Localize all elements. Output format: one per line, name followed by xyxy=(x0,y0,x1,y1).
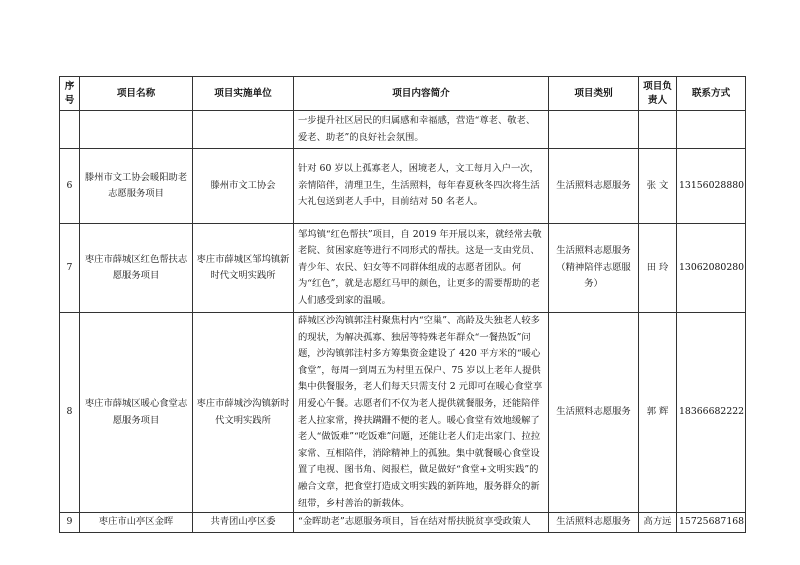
cell-no: 7 xyxy=(60,224,80,313)
table-header-row xyxy=(60,77,746,111)
table-row xyxy=(60,513,746,533)
cell-unit: 共青团山亭区委 xyxy=(193,513,294,533)
cell-leader xyxy=(639,111,677,149)
table-row xyxy=(60,313,746,513)
cell-name: 枣庄市山亭区金晖 xyxy=(80,513,193,533)
cell-category: 生活照料志愿服务 xyxy=(549,149,639,224)
cell-no: 6 xyxy=(60,149,80,224)
table-row xyxy=(60,149,746,224)
cell-no xyxy=(60,111,80,149)
cell-contact xyxy=(677,111,746,149)
header-unit: 项目实施单位 xyxy=(193,77,294,111)
cell-unit: 枣庄市薛城区邹坞镇新时代文明实践所 xyxy=(193,224,294,313)
cell-content: 邹坞镇“红色帮扶”项目，自 2019 年开展以来，就经常去敬老院、贫困家庭等进行不同形式的帮扶。这是一支由党员、青少年、农民、妇女等不同群体组成的志愿者团队。何为“红色”，就是志愿红马甲的颜色，让更多的需要帮助的老人们感受到家的温暖。 xyxy=(294,224,549,313)
cell-contact: 13062080280 xyxy=(677,224,746,313)
header-category: 项目类别 xyxy=(549,77,639,111)
header-leader: 项目负责人 xyxy=(639,77,677,111)
cell-no: 9 xyxy=(60,513,80,533)
cell-leader: 郭 辉 xyxy=(639,313,677,513)
cell-name: 滕州市文工协会暖阳助老志愿服务项目 xyxy=(80,149,193,224)
cell-unit: 滕州市文工协会 xyxy=(193,149,294,224)
cell-category xyxy=(549,111,639,149)
cell-category: 生活照料志愿服务 xyxy=(549,513,639,533)
cell-name: 枣庄市薛城区暖心食堂志愿服务项目 xyxy=(80,313,193,513)
cell-contact: 13156028880 xyxy=(677,149,746,224)
header-content: 项目内容简介 xyxy=(294,77,549,111)
cell-name: 枣庄市薛城区红色帮扶志愿服务项目 xyxy=(80,224,193,313)
cell-leader: 田 玲 xyxy=(639,224,677,313)
cell-content: 薛城区沙沟镇郭洼村聚焦村内“空巢”、高龄及失独老人较多的现状，为解决孤寡、独居等特殊老年群众“一餐热饭”问题，沙沟镇郭洼村多方筹集资金建设了 420 平方米的“暖心食堂”，每周一到周五为村里五保户、75 岁以上老年人提供集中供餐服务，老人们每天只需支付 2 元即可在暖心食堂享用爱心午餐。志愿者们不仅为老人提供就餐服务，还能陪伴老人拉家常，搀扶蹒跚不便的老人。暖心食堂有效地缓解了老人“做饭难”“吃饭难”问题，还能让老人们走出家门、拉拉家常、互相陪伴，消除精神上的孤独。集中就餐暖心食堂设置了电视、图书角、阅报栏，做足做好“食堂+文明实践”的融合文章，把食堂打造成文明实践的新阵地，服务群众的新纽带，乡村善治的新载体。 xyxy=(294,313,549,513)
header-no: 序号 xyxy=(60,77,80,111)
header-contact: 联系方式 xyxy=(677,77,746,111)
table-row xyxy=(60,224,746,313)
cell-no: 8 xyxy=(60,313,80,513)
table-row xyxy=(60,111,746,149)
cell-leader: 高方远 xyxy=(639,513,677,533)
cell-leader: 张 文 xyxy=(639,149,677,224)
cell-category: 生活照料志愿服务 xyxy=(549,313,639,513)
cell-content: “金晖助老”志愿服务项目，旨在结对帮扶脱贫享受政策人 xyxy=(294,513,549,533)
cell-contact: 18366682222 xyxy=(677,313,746,513)
volunteer-projects-table xyxy=(59,76,746,533)
cell-name xyxy=(80,111,193,149)
cell-category: 生活照料志愿服务（精神陪伴志愿服务） xyxy=(549,224,639,313)
cell-unit: 枣庄市薛城沙沟镇新时代文明实践所 xyxy=(193,313,294,513)
header-name: 项目名称 xyxy=(80,77,193,111)
cell-content: 一步提升社区居民的归属感和幸福感，营造“尊老、敬老、爱老、助老”的良好社会氛围。 xyxy=(294,111,549,149)
cell-content: 针对 60 岁以上孤寡老人，困境老人，文工每月入户一次，亲情陪伴，清理卫生，生活照料，每年春夏秋冬四次将生活大礼包送到老人手中，目前结对 50 名老人。 xyxy=(294,149,549,224)
cell-unit xyxy=(193,111,294,149)
cell-contact: 15725687168 xyxy=(677,513,746,533)
